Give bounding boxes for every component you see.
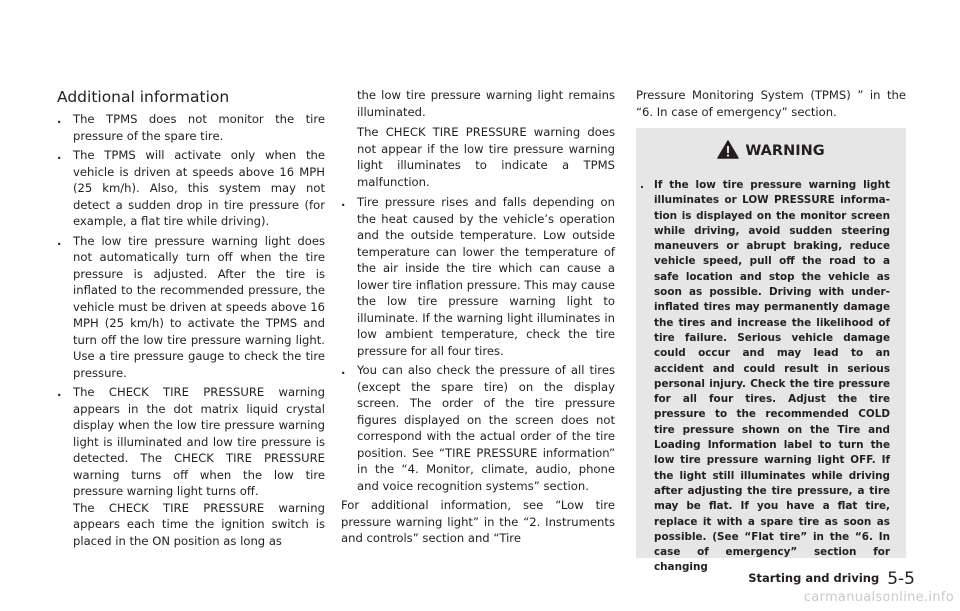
column-2 xyxy=(341,87,615,547)
warning-triangle-icon xyxy=(717,140,739,159)
column-3 xyxy=(636,87,906,120)
page-number: 5-5 xyxy=(887,569,915,589)
list-item: . The CHECK TIRE PRESSURE warning appears in the dot matrix liquid crystal display when the low tire pressure warning light is illuminated and low tire pressure is detected. The CHECK TIRE PRESSURE warning turns off when the low tire pressure warning light turns off. xyxy=(57,385,325,498)
warning-text: . If the low tire pressure warning light illuminates or LOW PRESSURE information is displayed on the monitor screen while driving, avoid sudden steering maneuvers or abrupt braking, reduce vehicle speed, pull off the road to a safe location and stop the vehicle as soon as possible. Driving with under-inflated tires may permanently damage the tires and increase the likelihood of tire failure. Serious vehicle damage could occur and may lead to an accident and could result in serious personal injury. Check the tire pressure for all four tires. Adjust the tire pressure to the recommended COLD tire pressure shown on the Tire and Loading Information label to turn the low tire pressure warning light OFF. If the light still illuminates while driving after adjusting the tire pressure, a tire may be flat. If you have a flat tire, replace it with a spare tire as soon as possible. (See “Flat tire” in the “6. In case of emergency” section for changing xyxy=(640,179,890,574)
continuation-text: The CHECK TIRE PRESSURE warning does not appear if the low tire pressure warning light illuminates to indicate a TPMS malfunction. xyxy=(357,125,615,189)
continuation-text: the low tire pressure warning light remains illuminated. xyxy=(357,88,615,119)
continuation-text: The CHECK TIRE PRESSURE warning appears each time the ignition switch is placed in the ON position as long as xyxy=(73,500,325,548)
list-item: . You can also check the pressure of all tires (except the spare tire) on the display screen. The order of the tire pressure figures displayed on the screen does not correspond with the actual order of the tire position. See “TIRE PRESSURE information” in the “4. Monitor, climate, audio, phone and voice recognition systems” section. xyxy=(341,363,615,493)
list-item: . The low tire pressure warning light does not automatically turn off when the tire pressure is adjusted. After the tire is inflated to the recommended pressure, the vehicle must be driven at speeds above 16 MPH (25 km/h) to activate the TPMS and turn off the low tire pressure warning light. Use a tire pressure gauge to check the tire pressure. xyxy=(57,233,325,380)
list-item: . The TPMS does not monitor the tire pressure of the spare tire. xyxy=(57,112,325,143)
warning-box xyxy=(636,128,906,574)
list-item: . The TPMS will activate only when the vehicle is driven at speeds above 16 MPH (25 km/h). Also, this system may not detect a sudden drop in tire pressure (for example, a flat tire while driving). xyxy=(57,148,325,228)
watermark: carmanualsonline.info xyxy=(803,590,954,605)
paragraph: For additional information, see “Low tire pressure warning light” in the “2. Instruments and controls” section and “Tire xyxy=(341,498,615,545)
column-1 xyxy=(57,111,325,549)
page-footer xyxy=(748,569,915,589)
section-heading: Additional information xyxy=(57,88,230,106)
warning-title: WARNING xyxy=(636,140,906,159)
paragraph: Pressure Monitoring System (TPMS) ” in the “6. In case of emergency” section. xyxy=(636,88,906,119)
list-item: . Tire pressure rises and falls depending on the heat caused by the vehicle’s operation and the outside temperature. Low outside temperature can lower the temperature of the air inside the tire which can cause a lower tire inflation pressure. This may cause the low tire pressure warning light to illuminate. If the warning light illuminates in low ambient temperature, check the tire pressure for all four tires. xyxy=(341,195,615,358)
footer-section-title: Starting and driving xyxy=(748,571,880,585)
